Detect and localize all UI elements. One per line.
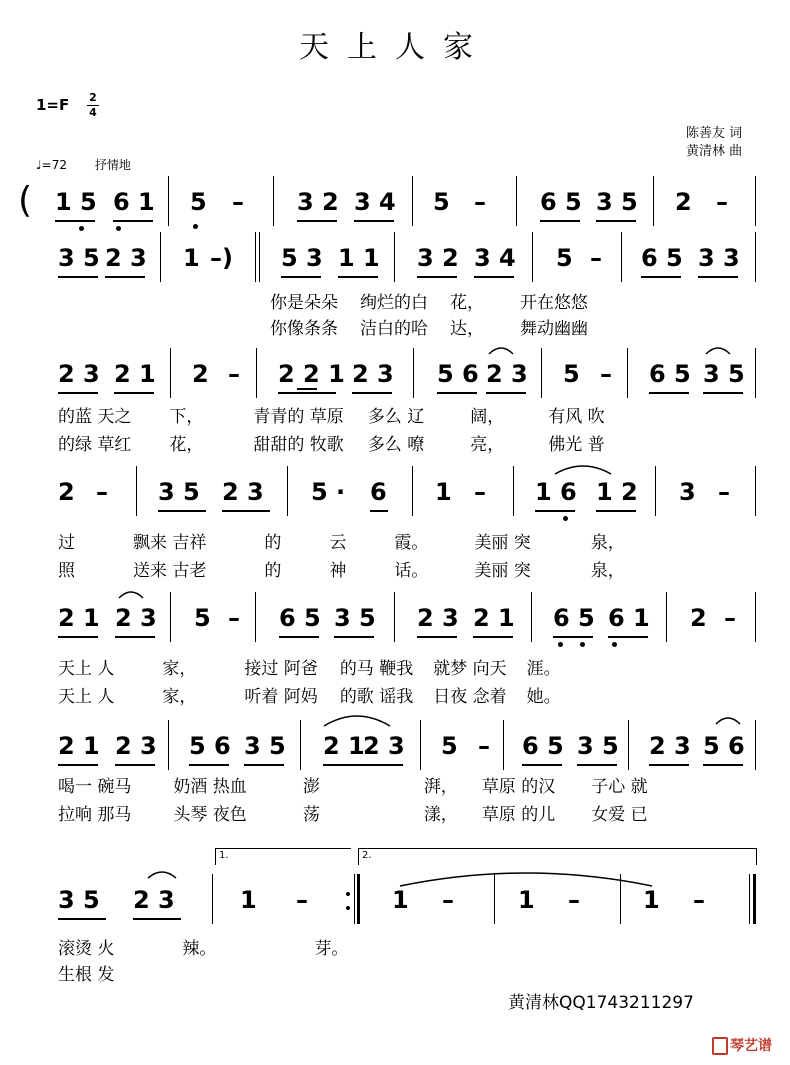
note: 2 (192, 360, 209, 388)
note-group: 3 5 (703, 360, 745, 388)
dash: – (568, 886, 580, 914)
dash: – (693, 886, 705, 914)
dash: – (232, 188, 244, 216)
dash: – (474, 478, 486, 506)
note: 5 (194, 604, 211, 632)
note-group: 6 1 (608, 604, 650, 632)
lyrics-row-6-verse-1: 喝一 碗马 奶酒 热血 澎 湃， 草原 的汉 子心 就 (58, 777, 648, 797)
note-group: 6 5 (522, 732, 564, 760)
lyrics-row-2-verse-1: 你是朵朵 绚烂的白 花， 开在悠悠 (270, 293, 588, 313)
slur (487, 342, 515, 356)
slur (714, 712, 742, 726)
slur (117, 586, 145, 600)
lyrics-row-4-verse-1: 过 飘来 吉祥 的 云 霞。 美丽 突 泉， (58, 533, 625, 553)
note-group: 2 3 (115, 732, 157, 760)
note-group: 2 1 (114, 360, 156, 388)
note-group: 2 3 (105, 244, 147, 272)
lyrics-row-7-verse-1: 滚烫 火 辣。 芽。 (58, 939, 349, 959)
lyrics-row-5-verse-1: 天上 人 家， 接过 阿爸 的马 鞭我 就梦 向天 涯。 (58, 659, 561, 679)
dash: – (600, 360, 612, 388)
note-group: 2 3 (363, 732, 405, 760)
volta-1: 1. (215, 848, 351, 865)
note-group: 1 1 (338, 244, 380, 272)
note-group: 2 3 (649, 732, 691, 760)
note-group: 5 3 (281, 244, 323, 272)
slur (322, 710, 392, 728)
note-group: 5 6 (189, 732, 231, 760)
lyrics-row-6-verse-2: 拉响 那马 头琴 夜色 荡 漾， 草原 的儿 女爱 已 (58, 805, 648, 825)
note: 1 (183, 244, 200, 272)
note: 5 (556, 244, 573, 272)
note-group: 6 5 (553, 604, 595, 632)
page-title: 天上人家 (299, 30, 491, 65)
note-group: 2 3 (133, 886, 175, 914)
lyrics-row-3-verse-1: 的蓝 天之 下， 青青的 草原 多么 辽 阔， 有风 吹 (58, 407, 605, 427)
dash: – (296, 886, 308, 914)
lyrics-row-3-verse-2: 的绿 草红 花， 甜甜的 牧歌 多么 嘹 亮， 佛光 普 (58, 435, 605, 455)
site-logo[interactable]: 琴艺谱 (712, 1035, 772, 1055)
note-group: 3 5 (596, 188, 638, 216)
note: 5 (441, 732, 458, 760)
note-group: 3 5 (244, 732, 286, 760)
note-group: 3 4 (474, 244, 516, 272)
note-group: 3 5 (577, 732, 619, 760)
dash: – (724, 604, 736, 632)
note-group: 2 1 (58, 732, 100, 760)
note: 5 (311, 478, 328, 506)
note-group: 2 1 (473, 604, 515, 632)
lyricist-credit: 陈善友 词 (686, 126, 743, 141)
note: 2 (675, 188, 692, 216)
key-signature: 1=F (36, 96, 70, 114)
logo-icon (712, 1037, 728, 1055)
dot: · (336, 478, 346, 506)
note-group: 2 3 (352, 360, 394, 388)
dash: – (716, 188, 728, 216)
dash: – (96, 478, 108, 506)
lyrics-row-5-verse-2: 天上 人 家， 听着 阿妈 的歌 谣我 日夜 念着 她。 (58, 687, 561, 707)
dash: –) (210, 244, 233, 272)
note-group: 2 2 1 (278, 360, 345, 388)
note: 1 (392, 886, 409, 914)
tempo-mark: ♩=72 (36, 158, 67, 172)
slur (146, 866, 178, 880)
note: 5 (190, 188, 207, 216)
lyrics-row-2-verse-2: 你像条条 洁白的哈 达， 舞动幽幽 (270, 319, 588, 339)
note-group: 6 5 (641, 244, 683, 272)
note: 3 (679, 478, 696, 506)
note: 1 (240, 886, 257, 914)
note: 1 (518, 886, 535, 914)
composer-credit: 黄清林 曲 (686, 144, 743, 159)
note: 5 (563, 360, 580, 388)
note-group: 5 6 (703, 732, 745, 760)
note: 6 (370, 478, 387, 506)
note-group: 6 5 (279, 604, 321, 632)
slur (553, 460, 613, 476)
volta-2: 2. (358, 848, 757, 865)
expression-mark: 抒情地 (94, 158, 131, 172)
note-group: 6 5 (649, 360, 691, 388)
lyrics-row-7-verse-2: 生根 发 (58, 965, 115, 985)
note-group: 2 3 (115, 604, 157, 632)
note-group: 3 3 (698, 244, 740, 272)
note-group: 1 6 (535, 478, 577, 506)
note-group: 3 5 (58, 886, 100, 914)
note-group: 3 5 (58, 244, 100, 272)
note: 2 (690, 604, 707, 632)
note-group: 5 6 (437, 360, 479, 388)
footer-credit: 黄清林QQ1743211297 (508, 993, 694, 1013)
note-group: 3 4 (354, 188, 396, 216)
note-group: 3 2 (417, 244, 459, 272)
note-group: 2 3 (222, 478, 264, 506)
slur (704, 342, 732, 356)
time-sig-denominator: 4 (89, 106, 97, 119)
note: 5 (433, 188, 450, 216)
note-group: 3 2 (297, 188, 339, 216)
note: 1 (643, 886, 660, 914)
dash: – (478, 732, 490, 760)
dash: – (590, 244, 602, 272)
note-group: 1 5 (55, 188, 97, 216)
time-sig-numerator: 2 (89, 91, 97, 104)
time-signature (87, 92, 99, 119)
note-group: 3 5 (158, 478, 200, 506)
tie (398, 868, 654, 888)
dash: – (228, 604, 240, 632)
note: 2 (58, 478, 75, 506)
dash: – (442, 886, 454, 914)
dash: – (474, 188, 486, 216)
note: 1 (435, 478, 452, 506)
lyrics-row-4-verse-2: 照 送来 古老 的 神 话。 美丽 突 泉， (58, 561, 625, 581)
note-group: 3 5 (334, 604, 376, 632)
note-group: 2 3 (486, 360, 528, 388)
note-group: 2 3 (58, 360, 100, 388)
note-group: 1 2 (596, 478, 638, 506)
dash: – (228, 360, 240, 388)
tempo (36, 156, 131, 173)
note-group: 2 3 (417, 604, 459, 632)
note-group: 2 1 (323, 732, 365, 760)
dash: – (718, 478, 730, 506)
note-group: 2 1 (58, 604, 100, 632)
open-paren: ( (18, 180, 33, 221)
note-group: 6 1 (113, 188, 155, 216)
note-group: 6 5 (540, 188, 582, 216)
